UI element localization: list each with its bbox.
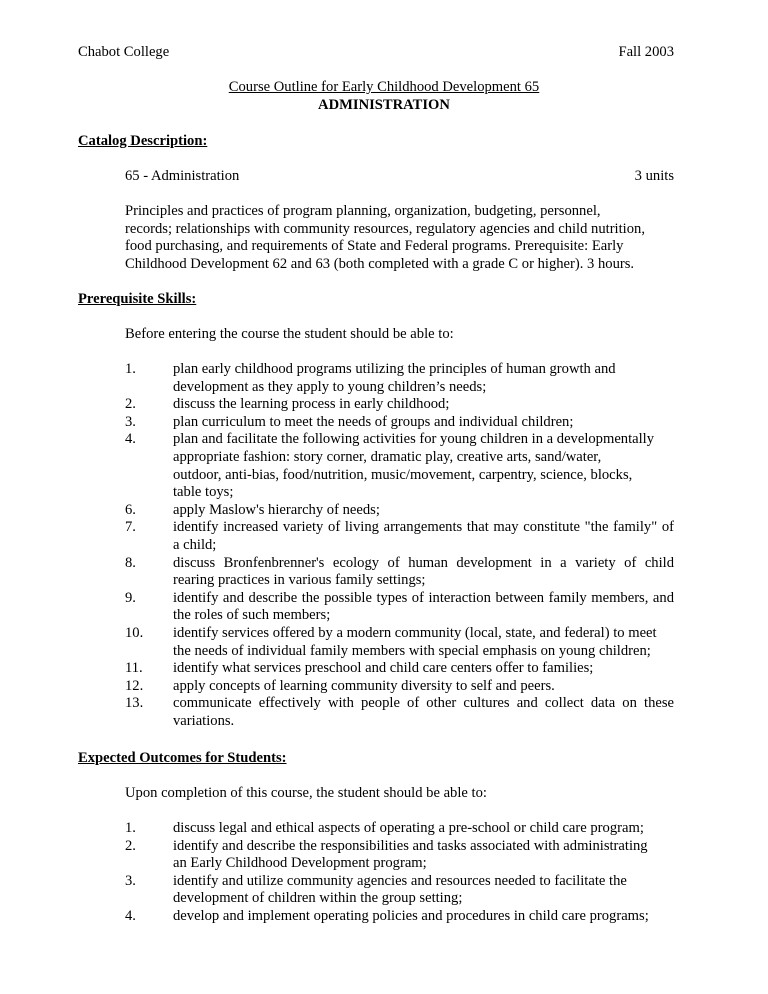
list-item-text: variations. [173,712,235,729]
list-item [125,873,674,908]
list-item-text: the roles of such members; [173,607,331,624]
list-item-text: identify and utilize community agencies and resources needed to facilitate the [173,872,627,889]
list-item-text: identify increased variety of living arrangements that may constitute "the family" of [173,519,674,536]
list-item-text: plan curriculum to meet the needs of groups and individual children; [173,413,574,430]
header-institution: Chabot College [78,44,170,60]
course-title [0,79,768,114]
list-item-text: discuss Bronfenbrenner's ecology of human development in a variety of child [173,554,674,571]
list-item-text: an Early Childhood Development program; [173,855,427,872]
list-item [125,555,674,590]
list-item-text: apply Maslow's hierarchy of needs; [173,501,380,518]
course-name: 65 - Administration [125,168,240,184]
list-item-number: 2. [125,396,136,413]
list-item [125,590,674,625]
list-item [125,431,674,501]
list-item-number: 3. [125,413,136,430]
list-item-number: 11. [125,660,143,677]
list-item-text: the needs of individual family members with special emphasis on young children; [173,642,651,659]
list-item [125,660,674,678]
outcomes-heading: Expected Outcomes for Students: [78,750,287,766]
list-item-text: identify services offered by a modern community (local, state, and federal) to meet [173,624,657,641]
list-item-number: 10. [125,624,144,641]
list-item [125,625,674,660]
list-item-text: apply concepts of learning community diversity to self and peers. [173,677,555,694]
list-item-number: 1. [125,820,136,836]
list-item-text: appropriate fashion: story corner, dramatic play, creative arts, sand/water, [173,448,602,465]
list-item-text: identify what services preschool and child care centers offer to families; [173,660,594,677]
list-item-number: 4. [125,907,136,924]
list-item-text: plan early childhood programs utilizing the principles of human growth and [173,361,616,377]
list-item-number: 6. [125,501,136,518]
list-item-text: rearing practices in various family settings; [173,572,426,589]
list-item-text: discuss the learning process in early childhood; [173,396,450,413]
description-line: food purchasing, and requirements of State and Federal programs. Prerequisite: Early [125,238,624,255]
list-item-text: discuss legal and ethical aspects of operating a pre-school or child care program; [173,820,644,836]
list-item [125,396,674,414]
list-item-number: 9. [125,589,136,606]
list-item-number: 7. [125,519,136,536]
prerequisite-heading: Prerequisite Skills: [78,291,197,307]
list-item-text: develop and implement operating policies and procedures in child care programs; [173,907,649,924]
list-item-text: communicate effectively with people of other cultures and collect data on these [173,695,674,712]
list-item-text: plan and facilitate the following activities for young children in a developmentally [173,431,655,448]
list-item [125,695,674,730]
list-item-number: 3. [125,872,136,889]
list-item-text: a child; [173,536,217,553]
list-item [125,678,674,696]
list-item-text: development of children within the group setting; [173,890,463,907]
list-item-number: 4. [125,431,136,448]
description-line: Principles and practices of program planning, organization, budgeting, personnel, [125,203,601,219]
prerequisite-intro: Before entering the course the student should be able to: [125,326,454,342]
list-item-number: 12. [125,677,144,694]
list-item-text: outdoor, anti-bias, food/nutrition, music/movement, carpentry, science, blocks, [173,466,633,483]
course-title-line1: Course Outline for Early Childhood Development 65 [228,79,540,95]
description-line: records; relationships with community resources, regulatory agencies and child nutrition, [125,220,645,237]
list-item-number: 2. [125,837,136,854]
list-item [125,820,674,838]
prerequisite-list [125,361,674,730]
list-item [125,414,674,432]
catalog-description [125,203,674,273]
list-item [125,361,674,396]
catalog-heading: Catalog Description: [78,133,208,149]
course-units: 3 units [634,168,674,184]
list-item-number: 1. [125,361,136,377]
description-line: Childhood Development 62 and 63 (both completed with a grade C or higher). 3 hours. [125,255,635,272]
course-title-line2: ADMINISTRATION [318,96,450,113]
list-item-text: development as they apply to young children’s needs; [173,378,487,395]
list-item-number: 8. [125,554,136,571]
list-item-text: table toys; [173,484,234,501]
list-item-text: identify and describe the possible types of interaction between family members, and [173,589,674,606]
list-item [125,502,674,520]
list-item-number: 13. [125,695,144,712]
list-item [125,908,674,926]
list-item [125,838,674,873]
header-term: Fall 2003 [618,44,674,60]
list-item [125,519,674,554]
outcomes-list [125,820,674,926]
outcomes-intro: Upon completion of this course, the student should be able to: [125,785,487,801]
list-item-text: identify and describe the responsibilities and tasks associated with administrating [173,837,648,854]
